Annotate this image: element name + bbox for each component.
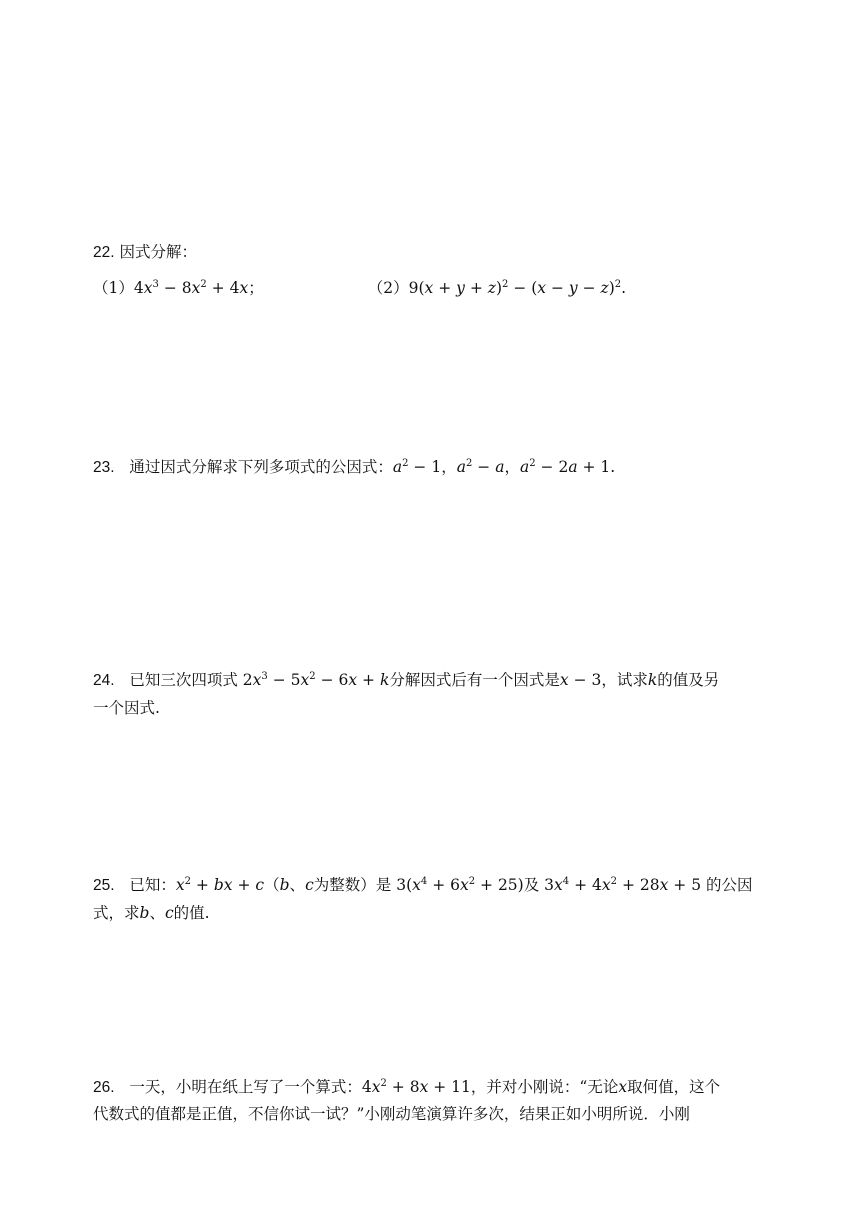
- q22-part1-expr: $4x^3 - 8x^2 + 4x$；: [133, 279, 264, 297]
- q24-text-b: 分解因式后有一个因式是: [389, 671, 560, 689]
- q25-line2-b: 、: [149, 904, 165, 922]
- q26-text-c: 取何值，这个: [627, 1078, 721, 1096]
- q25-text-e: 及: [523, 876, 540, 894]
- q26-expr: $4x^2 + 8x + 11$: [361, 1078, 471, 1096]
- q22-parts: [93, 276, 626, 298]
- q26-line2: 代数式的值都是正值，不信你试一试？”小刚动笔演算许多次，结果正如小明所说．小刚: [93, 1105, 690, 1123]
- q24-poly: $2x^3 - 5x^2 - 6x + k$: [242, 671, 390, 689]
- q25-expr1: $x^2$ + bx + c: [175, 876, 265, 894]
- q26-line1: 26. 一天，小明在纸上写了一个算式：$4x^2 + 8x + 11$，并对小刚说：“无论x取何值，这个: [93, 1078, 721, 1096]
- q24-text-d: 的值及另: [657, 671, 720, 689]
- q24-text-a: 已知三次四项式: [129, 671, 238, 689]
- q23-number: 23.: [93, 459, 115, 476]
- q24-line2: 一个因式.: [93, 699, 160, 717]
- q23-expr: $a^2 - 1$，$a^2 - a$，$a^2 - 2a + 1$.: [392, 458, 616, 476]
- q25-number: 25.: [93, 877, 115, 894]
- q23-text: 通过因式分解求下列多项式的公因式：: [129, 458, 393, 476]
- q22-part2-expr: $9(x + y + z)^2 - (x - y - z)^2$.: [408, 279, 627, 297]
- q25-line2-a: 式，求: [93, 904, 140, 922]
- q26-text-a: 一天，小明在纸上写了一个算式：: [129, 1078, 362, 1096]
- q26-text-b: ，并对小刚说：“无论: [470, 1078, 619, 1096]
- q25-line1: 25. 已知：$x^2$ + bx + c（b、c为整数）是 $3(x^4 + 6x^2 + 25)$及 $3x^4 + 4x^2 + 28x + 5$ 的公因: [93, 876, 753, 894]
- q25-text-c: 、: [289, 876, 306, 894]
- q25-text-a: 已知：: [129, 876, 176, 894]
- q25-expr2: $3(x^4 + 6x^2 + 25)$: [396, 876, 524, 894]
- q24-number: 24.: [93, 672, 115, 689]
- q26-number: 26.: [93, 1079, 115, 1096]
- q25-text-b: （: [264, 876, 280, 894]
- q24-factor: x − 3: [559, 671, 602, 689]
- q25-expr3: $3x^4 + 4x^2 + 28x + 5$: [544, 876, 702, 894]
- q24-text-c: ，试求: [601, 671, 648, 689]
- q23-line: [93, 455, 615, 477]
- q24-k: k: [647, 671, 658, 689]
- q25-line2: 式，求b、c的值.: [93, 904, 210, 922]
- q24-line1: [93, 668, 719, 690]
- q25-text-f: 的公因: [706, 876, 753, 894]
- q22-heading: [93, 240, 197, 262]
- q22-number: 22.: [93, 244, 115, 261]
- q25-line2-c: 的值.: [173, 904, 210, 922]
- q22-title: 因式分解：: [119, 243, 198, 261]
- q22-part2-label: （2）: [367, 279, 409, 297]
- q25-text-d: 为整数）是: [313, 876, 392, 894]
- q22-part1-label: （1）: [93, 279, 134, 297]
